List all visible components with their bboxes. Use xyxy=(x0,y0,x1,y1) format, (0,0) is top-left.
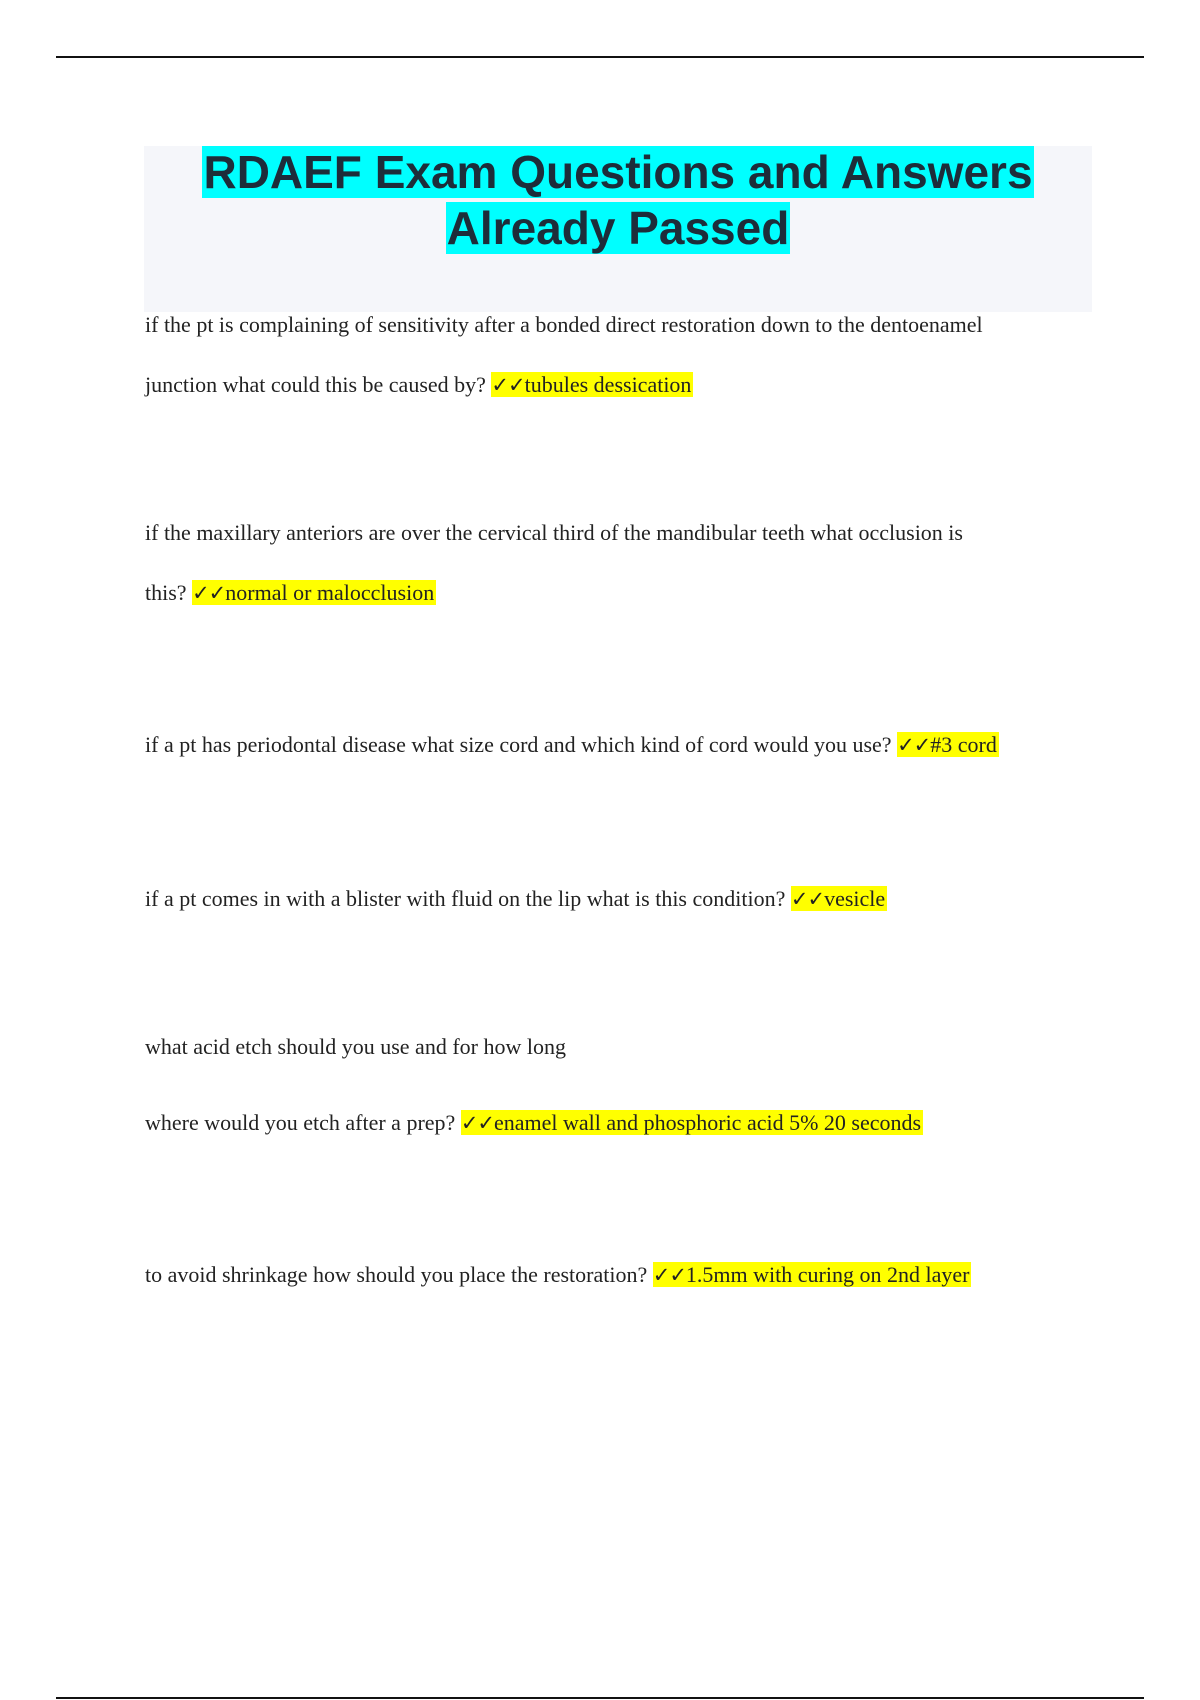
answer-text: 1.5mm with curing on 2nd layer xyxy=(685,1262,970,1287)
document-title-line-2: Already Passed xyxy=(446,202,790,254)
question-answer-line xyxy=(145,1110,923,1136)
answer-highlight xyxy=(653,1262,972,1287)
title-row-1 xyxy=(144,146,1092,202)
document-title-line-1: RDAEF Exam Questions and Answers xyxy=(203,146,1033,198)
answer-highlight xyxy=(491,372,693,397)
question-answer-line xyxy=(145,372,693,398)
question-answer-line xyxy=(145,580,436,606)
question-text: to avoid shrinkage how should you place the restoration? xyxy=(145,1262,648,1287)
check-icon: ✓✓ xyxy=(192,581,226,605)
check-icon: ✓✓ xyxy=(790,887,825,911)
title-row-2 xyxy=(144,202,1092,258)
answer-highlight xyxy=(791,886,887,911)
question-line: if the pt is complaining of sensitivity after a bonded direct restoration down to the dentoenamel xyxy=(145,312,983,337)
answer-highlight xyxy=(192,580,436,605)
question-text: if a pt comes in with a blister with fluid on the lip what is this condition? xyxy=(145,886,786,911)
question-answer-line xyxy=(145,1262,971,1288)
answer-text: normal or malocclusion xyxy=(225,580,435,605)
question-text: if a pt has periodontal disease what size cord and which kind of cord would you use? xyxy=(145,732,892,757)
question-text: junction what could this be caused by? xyxy=(145,372,486,397)
answer-highlight xyxy=(897,732,999,757)
check-icon: ✓✓ xyxy=(897,733,931,757)
answer-text: vesicle xyxy=(824,886,886,911)
check-icon: ✓✓ xyxy=(460,1111,495,1135)
question-line: if the maxillary anteriors are over the cervical third of the mandibular teeth what occlusion is xyxy=(145,520,963,545)
question-text: this? xyxy=(145,580,187,605)
answer-text: #3 cord xyxy=(930,732,997,757)
question-answer-line xyxy=(145,886,887,912)
answer-text: tubules dessication xyxy=(524,372,692,397)
question-line: what acid etch should you use and for how long xyxy=(145,1034,566,1059)
title-block xyxy=(144,146,1092,312)
check-icon: ✓✓ xyxy=(491,373,525,397)
footer-rule xyxy=(56,1697,1144,1699)
answer-highlight xyxy=(461,1110,923,1135)
header-rule xyxy=(56,56,1144,58)
answer-text: enamel wall and phosphoric acid 5% 20 seconds xyxy=(494,1110,922,1135)
question-text: where would you etch after a prep? xyxy=(145,1110,456,1135)
question-answer-line xyxy=(145,732,999,758)
check-icon: ✓✓ xyxy=(652,1263,686,1287)
